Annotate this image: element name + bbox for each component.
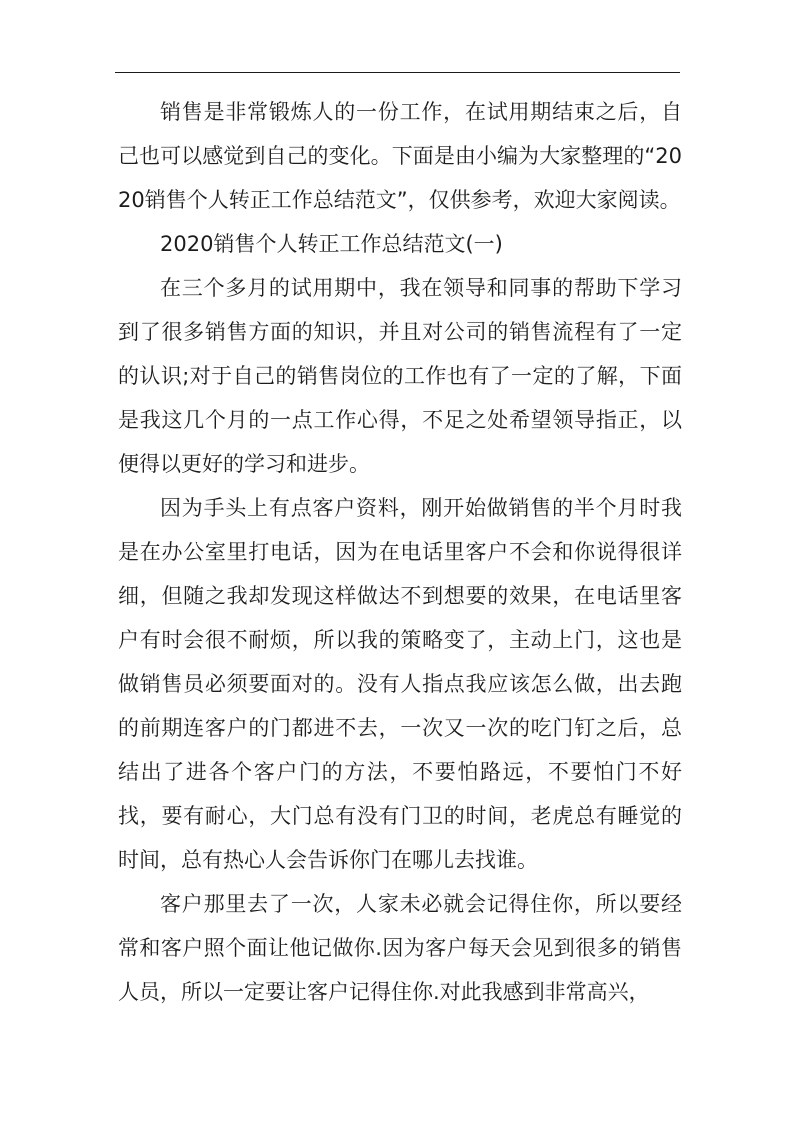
body-paragraph-3: 客户那里去了一次，人家未必就会记得住你，所以要经常和客户照个面让他记做你.因为客户每天会见到很多的销售人员，所以一定要让客户记得住你.对此我感到非常高兴， (118, 892, 682, 1004)
document-body (118, 90, 682, 1014)
section-title: 2020销售个人转正工作总结范文(一) (160, 232, 503, 256)
header-rule (115, 72, 680, 73)
intro-paragraph: 销售是非常锻炼人的一份工作，在试用期结束之后，自己也可以感觉到自己的变化。下面是由小编为大家整理的“2020销售个人转正工作总结范文”，仅供参考，欢迎大家阅读。 (118, 100, 682, 212)
body-paragraph-1: 在三个多月的试用期中，我在领导和同事的帮助下学习到了很多销售方面的知识，并且对公司的销售流程有了一定的认识;对于自己的销售岗位的工作也有了一定的了解，下面是我这几个月的一点工作心得，不足之处希望领导指正，以便得以更好的学习和进步。 (118, 276, 682, 476)
body-paragraph-2: 因为手头上有点客户资料，刚开始做销售的半个月时我是在办公室里打电话，因为在电话里客户不会和你说得很详细，但随之我却发现这样做达不到想要的效果，在电话里客户有时会很不耐烦，所以我的策略变了，主动上门，这也是做销售员必须要面对的。没有人指点我应该怎么做，出去跑的前期连客户的门都进不去，一次又一次的吃门钉之后，总结出了进各个客户门的方法，不要怕路远，不要怕门不好找，要有耐心，大门总有没有门卫的时间，老虎总有睡觉的时间，总有热心人会告诉你门在哪儿去找谁。 (118, 496, 682, 872)
